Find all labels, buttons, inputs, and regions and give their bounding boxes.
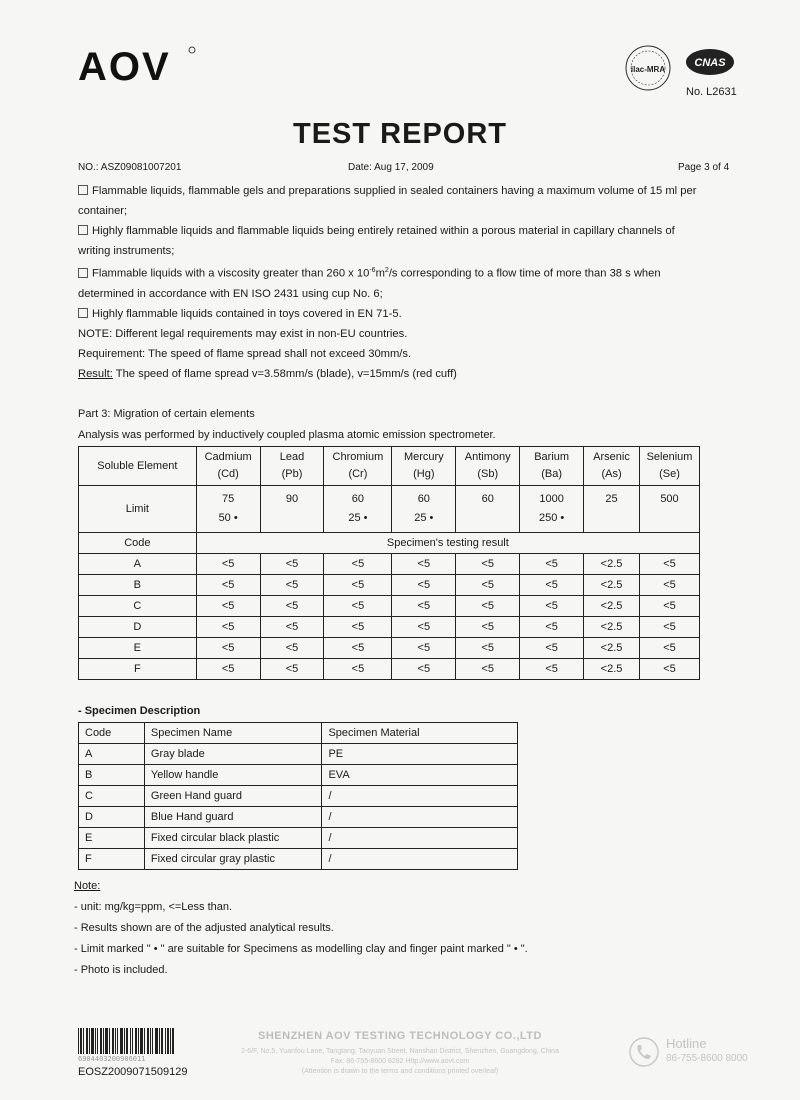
result-cell: <5 — [520, 575, 584, 596]
exemption-item-cont: determined in accordance with EN ISO 2431 using cup No. 6; — [78, 287, 383, 300]
header-lead: Lead (Pb) — [260, 447, 324, 486]
result-cell: <5 — [392, 617, 456, 638]
table-row — [79, 849, 518, 870]
result-cell: <5 — [324, 575, 392, 596]
row-code: B — [79, 575, 197, 596]
specimen-material: PE — [322, 744, 518, 765]
result-cell: <5 — [196, 596, 260, 617]
table-row — [79, 765, 518, 786]
result-cell: <5 — [196, 554, 260, 575]
result-cell: <5 — [324, 659, 392, 680]
specimen-title: - Specimen Description — [78, 705, 201, 717]
exemption-item-cont: writing instruments; — [78, 245, 175, 257]
table-row — [79, 554, 700, 575]
result-text: Result: The speed of flame spread v=3.58mm/s (blade), v=15mm/s (red cuff) — [78, 367, 457, 380]
exemption-item: Highly flammable liquids contained in toys covered in EN 71-5. — [78, 304, 738, 324]
result-cell: <5 — [324, 638, 392, 659]
result-cell: <5 — [196, 659, 260, 680]
hotline-label: Hotline — [666, 1036, 707, 1051]
svg-text:CNAS: CNAS — [694, 57, 726, 69]
checkbox-icon — [78, 268, 88, 278]
specimen-name: Fixed circular gray plastic — [144, 849, 322, 870]
result-cell: <5 — [260, 659, 324, 680]
specimen-name: Gray blade — [144, 744, 322, 765]
result-cell: <5 — [260, 554, 324, 575]
specimen-material: / — [322, 828, 518, 849]
result-cell: <5 — [392, 554, 456, 575]
exemption-item: Highly flammable liquids and flammable liquids being entirely retained within a porous material in capillary channels of — [78, 221, 738, 241]
row-code: F — [79, 659, 197, 680]
result-cell: <5 — [456, 617, 520, 638]
result-cell: <5 — [639, 638, 699, 659]
result-cell: <5 — [456, 659, 520, 680]
row-code: E — [79, 638, 197, 659]
exemption-list — [78, 181, 738, 384]
result-cell: <5 — [260, 575, 324, 596]
limit-cell: 1000 250 • — [520, 486, 584, 533]
header-mercury: Mercury (Hg) — [392, 447, 456, 486]
result-cell: <5 — [456, 575, 520, 596]
header-arsenic: Arsenic (As) — [584, 447, 640, 486]
result-cell: <5 — [324, 617, 392, 638]
specimen-code: F — [79, 849, 145, 870]
specimen-code: B — [79, 765, 145, 786]
specimen-material: / — [322, 807, 518, 828]
header-specimen-material: Specimen Material — [322, 723, 518, 744]
result-cell: <5 — [260, 596, 324, 617]
result-cell: <5 — [520, 659, 584, 680]
header-selenium: Selenium (Se) — [639, 447, 699, 486]
specimen-code: C — [79, 786, 145, 807]
limit-cell: 60 25 • — [392, 486, 456, 533]
limit-cell: 75 50 • — [196, 486, 260, 533]
note-item: - unit: mg/kg=ppm, <=Less than. — [74, 901, 233, 913]
header-barium: Barium (Ba) — [520, 447, 584, 486]
code-header-row — [79, 533, 700, 554]
checkbox-icon — [78, 308, 88, 318]
exemption-item-cont: container; — [78, 205, 128, 217]
footer-fax: Fax: 86-755-8600 8282 Http://www.aovt.com — [330, 1058, 470, 1065]
result-cell: <5 — [639, 554, 699, 575]
limit-row — [79, 486, 700, 533]
svg-text:AOV: AOV — [78, 46, 171, 86]
result-cell: <5 — [392, 596, 456, 617]
table-header-row — [79, 447, 700, 486]
specimen-name: Fixed circular black plastic — [144, 828, 322, 849]
specimen-material: / — [322, 786, 518, 807]
result-cell: <5 — [260, 617, 324, 638]
limit-cell: 60 — [456, 486, 520, 533]
result-cell: <5 — [324, 554, 392, 575]
table-row — [79, 807, 518, 828]
note-item: - Limit marked " • " are suitable for Specimens as modelling clay and finger paint marked " • ". — [74, 943, 528, 955]
exemption-item: Flammable liquids with a viscosity greater than 260 x $10^{-6}m^2/s$ corresponding to a flow time of more than 38 s when — [78, 261, 738, 284]
result-cell: <5 — [260, 638, 324, 659]
limit-label: Limit — [79, 486, 197, 533]
row-code: A — [79, 554, 197, 575]
result-cell: <5 — [196, 617, 260, 638]
result-header: Specimen's testing result — [196, 533, 699, 554]
hotline-number: 86-755-8600 8000 — [666, 1053, 748, 1064]
note-item: - Results shown are of the adjusted analytical results. — [74, 922, 334, 934]
table-row — [79, 575, 700, 596]
specimen-material: / — [322, 849, 518, 870]
result-cell: <5 — [392, 659, 456, 680]
exemption-item: Flammable liquids, flammable gels and preparations supplied in sealed containers having a maximum volume of 15 ml per — [78, 181, 738, 201]
specimen-material: EVA — [322, 765, 518, 786]
table-row — [79, 659, 700, 680]
header-soluble-element: Soluble Element — [79, 447, 197, 486]
result-cell: <5 — [639, 617, 699, 638]
migration-results-table — [78, 446, 700, 680]
analysis-method: Analysis was performed by inductively coupled plasma atomic emission spectrometer. — [78, 429, 496, 441]
barcode-number: 6904403200906011 — [78, 1055, 146, 1063]
footer-company: SHENZHEN AOV TESTING TECHNOLOGY CO.,LTD — [258, 1030, 542, 1042]
result-cell: <5 — [639, 659, 699, 680]
result-cell: <2.5 — [584, 617, 640, 638]
note-item: - Photo is included. — [74, 964, 168, 976]
page-number: Page 3 of 4 — [678, 162, 730, 173]
specimen-name: Yellow handle — [144, 765, 322, 786]
result-cell: <5 — [639, 596, 699, 617]
svg-text:ilac-MRA: ilac-MRA — [630, 65, 666, 74]
row-code: D — [79, 617, 197, 638]
hotline-phone-icon — [628, 1036, 660, 1068]
code-label: Code — [79, 533, 197, 554]
document-code: EOSZ2009071509129 — [78, 1066, 188, 1078]
part3-title: Part 3: Migration of certain elements — [78, 408, 255, 420]
limit-cell: 90 — [260, 486, 324, 533]
result-cell: <5 — [520, 596, 584, 617]
result-cell: <5 — [196, 575, 260, 596]
cert-number: No. L2631 — [686, 86, 737, 98]
specimen-code: A — [79, 744, 145, 765]
header-antimony: Antimony (Sb) — [456, 447, 520, 486]
limit-cell: 60 25 • — [324, 486, 392, 533]
result-cell: <5 — [456, 554, 520, 575]
report-date: Date: Aug 17, 2009 — [348, 162, 434, 173]
row-code: C — [79, 596, 197, 617]
result-cell: <5 — [456, 596, 520, 617]
result-cell: <5 — [196, 638, 260, 659]
table-row — [79, 638, 700, 659]
specimen-name: Blue Hand guard — [144, 807, 322, 828]
result-cell: <2.5 — [584, 596, 640, 617]
result-cell: <5 — [456, 638, 520, 659]
result-cell: <5 — [520, 554, 584, 575]
result-cell: <2.5 — [584, 554, 640, 575]
result-cell: <5 — [520, 617, 584, 638]
result-cell: <5 — [324, 596, 392, 617]
report-number: NO.: ASZ09081007201 — [78, 162, 182, 173]
requirement-text: Requirement: The speed of flame spread shall not exceed 30mm/s. — [78, 347, 412, 360]
result-cell: <2.5 — [584, 638, 640, 659]
result-cell: <5 — [392, 638, 456, 659]
footer-attention: (Attention is drawn to the terms and conditions printed overleaf) — [301, 1068, 499, 1075]
table-row — [79, 596, 700, 617]
notes-title: Note: — [74, 880, 101, 892]
result-cell: <5 — [392, 575, 456, 596]
page-title: TEST REPORT — [292, 118, 507, 150]
specimen-name: Green Hand guard — [144, 786, 322, 807]
result-cell: <5 — [639, 575, 699, 596]
specimen-code: E — [79, 828, 145, 849]
header-cadmium: Cadmium (Cd) — [196, 447, 260, 486]
result-cell: <5 — [520, 638, 584, 659]
table-row — [79, 744, 518, 765]
result-cell: <2.5 — [584, 659, 640, 680]
limit-cell: 500 — [639, 486, 699, 533]
table-row — [79, 828, 518, 849]
table-row — [79, 786, 518, 807]
checkbox-icon — [78, 185, 88, 195]
specimen-table — [78, 722, 518, 870]
specimen-header-row — [79, 723, 518, 744]
header-specimen-name: Specimen Name — [144, 723, 322, 744]
header-chromium: Chromium (Cr) — [324, 447, 392, 486]
footer-address: 2-6/F, No.5, Yuanfou Lane, Tangtang, Taoyuan Street, Nanshan District, Shenzhen, Guangdong, China — [241, 1048, 559, 1055]
note-text: NOTE: Different legal requirements may exist in non-EU countries. — [78, 327, 408, 340]
header-code: Code — [79, 723, 145, 744]
aov-logo — [78, 46, 196, 86]
checkbox-icon — [78, 225, 88, 235]
result-cell: <2.5 — [584, 575, 640, 596]
notes-section — [74, 876, 528, 981]
table-row — [79, 617, 700, 638]
specimen-code: D — [79, 807, 145, 828]
limit-cell: 25 — [584, 486, 640, 533]
